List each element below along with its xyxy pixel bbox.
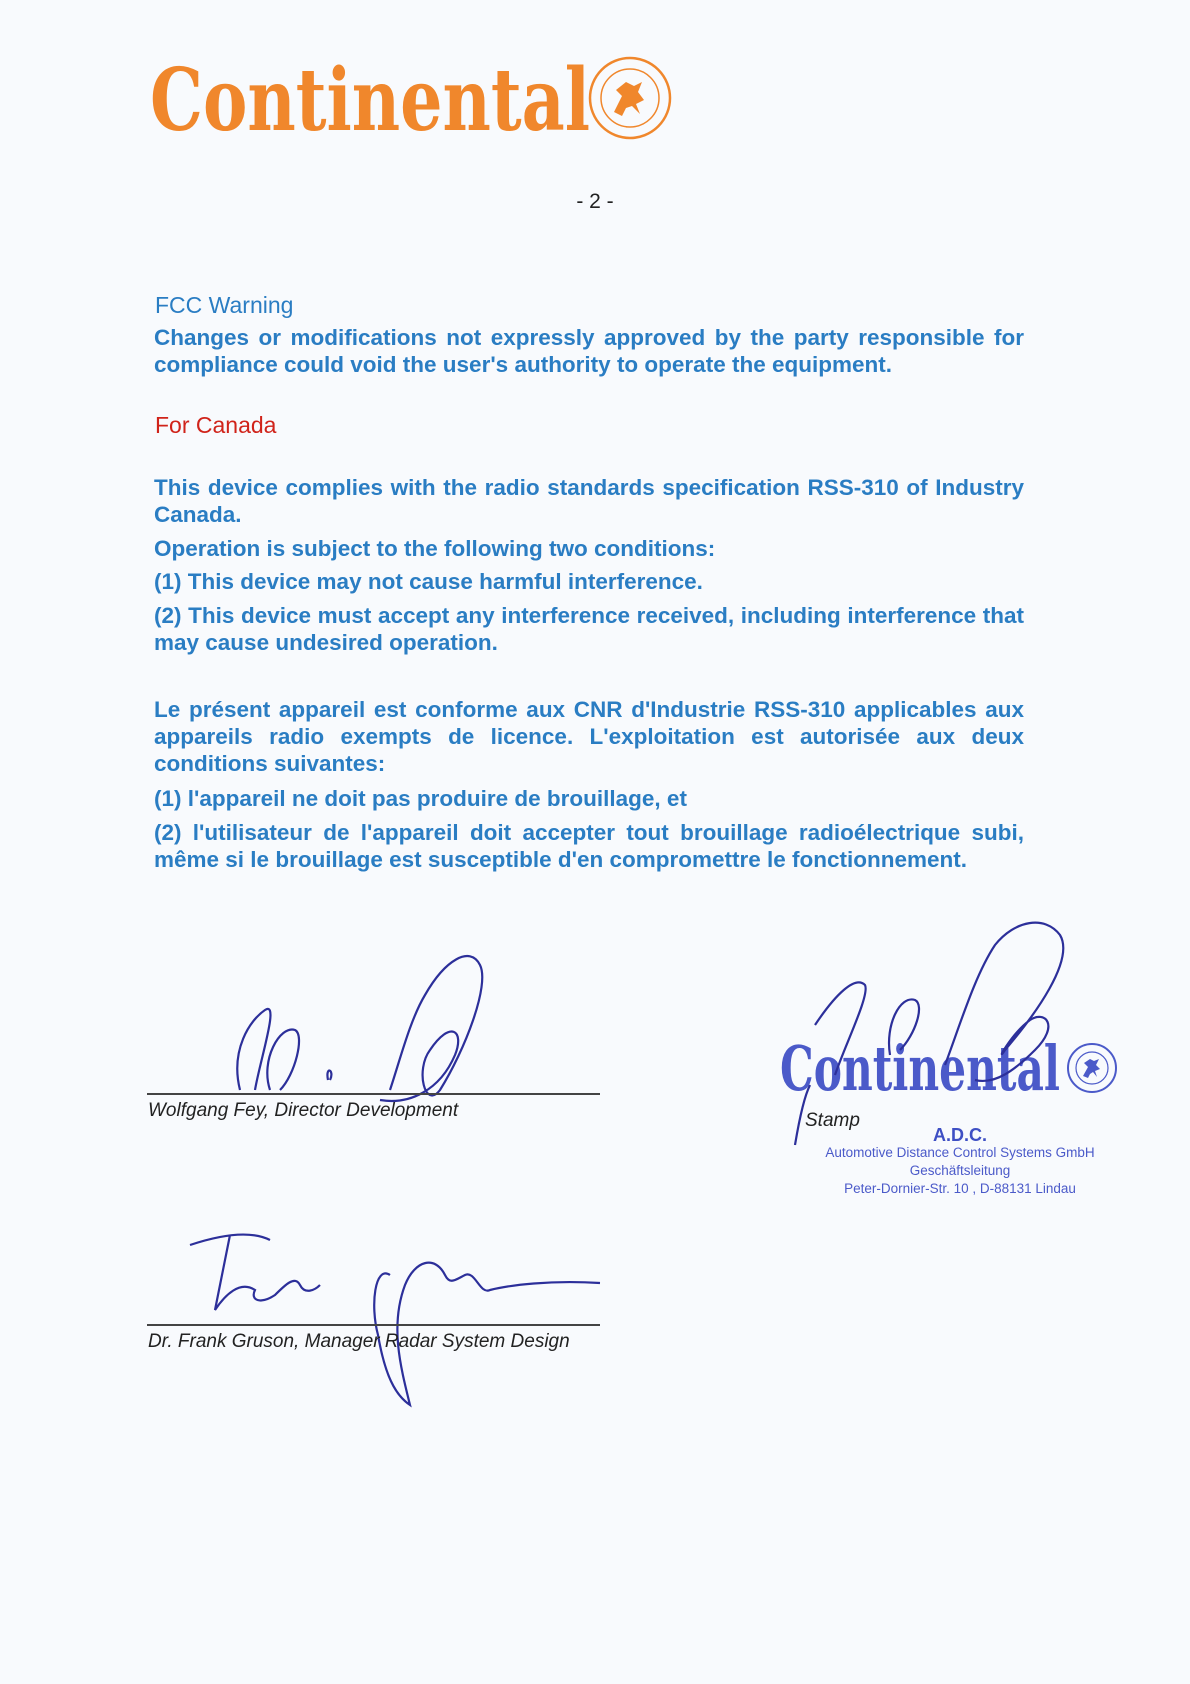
stamp-address: Peter-Dornier-Str. 10 , D-88131 Lindau bbox=[844, 1181, 1076, 1196]
stamp-company: Automotive Distance Control Systems GmbH bbox=[825, 1145, 1095, 1160]
canada-paragraph: (2) This device must accept any interference received, including interference that may cause undesired operation. bbox=[154, 603, 1024, 655]
signature-gruson bbox=[180, 1215, 600, 1415]
fcc-body: Changes or modifications not expressly approved by the party responsible for compliance could void the user's authority to operate the equipment. bbox=[154, 325, 1024, 377]
page-number: - 2 - bbox=[576, 190, 614, 213]
french-paragraph: Le présent appareil est conforme aux CNR d'Industrie RSS-310 applicables aux appareils radio exempts de licence. L'exploitation est autorisée aux deux conditions suivantes: bbox=[154, 697, 1024, 776]
stamp-abbreviation: A.D.C. bbox=[933, 1125, 987, 1145]
french-paragraph: (1) l'appareil ne doit pas produire de brouillage, et bbox=[154, 786, 687, 811]
continental-logo bbox=[150, 50, 740, 160]
signer-caption: Wolfgang Fey, Director Development bbox=[148, 1100, 459, 1121]
continental-logo-graphic bbox=[150, 50, 740, 160]
stamp-department: Geschäftsleitung bbox=[909, 1163, 1011, 1178]
signature-line bbox=[147, 1093, 600, 1095]
canada-paragraph: Operation is subject to the following two conditions: bbox=[154, 536, 716, 561]
horse-seal-icon bbox=[590, 58, 670, 138]
signer-caption: Dr. Frank Gruson, Manager Radar System Design bbox=[148, 1331, 570, 1352]
canada-paragraph: This device complies with the radio standards specification RSS-310 of Industry Canada. bbox=[154, 475, 1024, 527]
logo-wordmark: Continental bbox=[150, 50, 590, 151]
stamp-text-block bbox=[810, 1126, 1110, 1198]
canada-heading: For Canada bbox=[155, 412, 277, 438]
stamp-wordmark: Continental bbox=[780, 1032, 1060, 1105]
signature-line bbox=[147, 1324, 600, 1326]
stamp-caption: Stamp bbox=[805, 1110, 860, 1131]
fcc-heading: FCC Warning bbox=[155, 292, 294, 318]
canada-paragraph: (1) This device may not cause harmful interference. bbox=[154, 569, 703, 594]
french-paragraph: (2) l'utilisateur de l'appareil doit accepter tout brouillage radioélectrique subi, même si le brouillage est susceptible d'en compromettre le fonctionnement. bbox=[154, 820, 1024, 872]
